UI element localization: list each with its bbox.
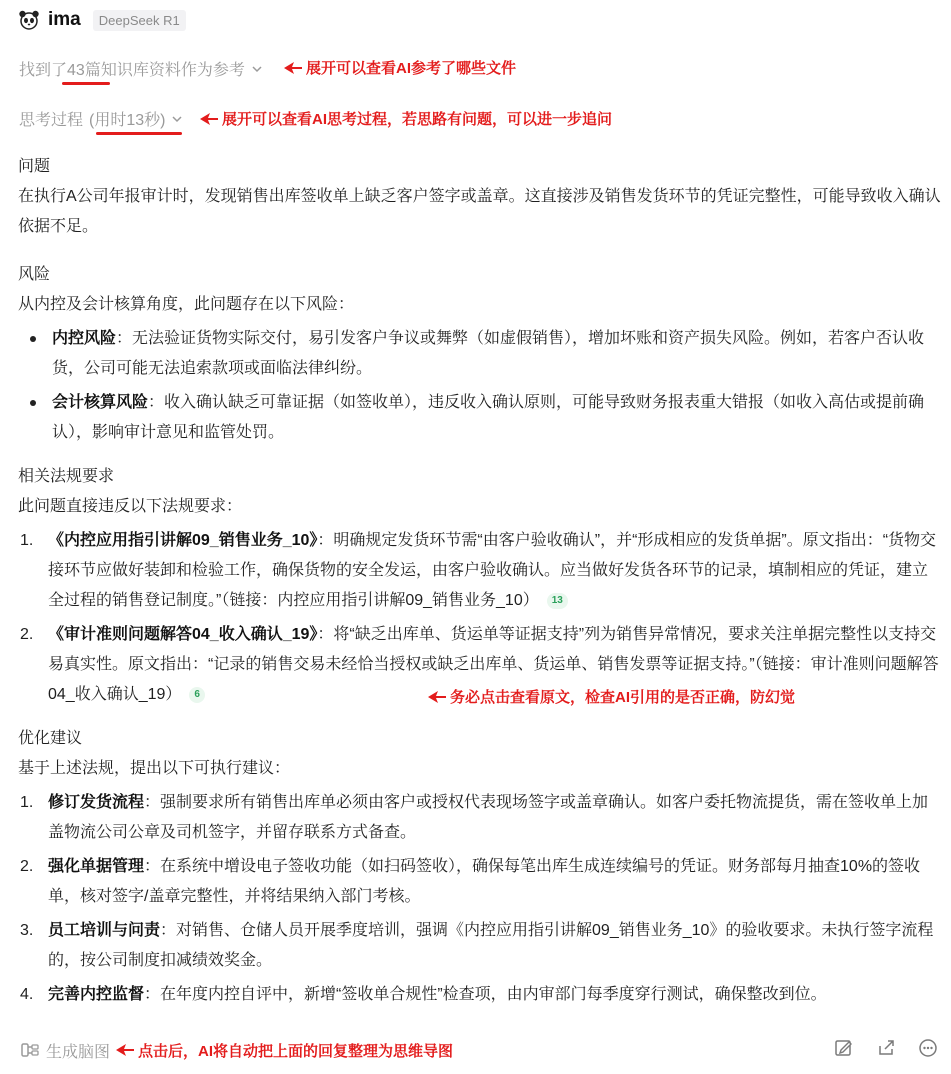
citation-annotation <box>428 686 795 707</box>
risk-item-text: ：收入确认缺乏可靠证据（如签收单），违反收入确认原则，可能导致财务报表重大错报（如收入高估或提前确认），影响审计意见和监管处罚。 <box>52 394 925 441</box>
thinking-annotation <box>200 108 612 129</box>
thinking-annotation-text: 展开可以查看AI思考过程，若思路有问题，可以进一步追问 <box>222 111 613 128</box>
advice-item-label: 完善内控监督 <box>48 986 145 1003</box>
law-item-text: ：明确规定发货环节需“由客户验收确认”，并“形成相应的发货单据”。原文指出：“货物交接环节应做好装卸和检验工作，确保货物的安全发运，由客户验收确认。应当做好发货各环节的记录，填制相应的凭证，建立全过程的销售登记制度。”（链接：内控应用指引讲解09_销售业务_10） <box>48 532 937 609</box>
citation-annotation-text: 务必点击查看原文，检查AI引用的是否正确，防幻觉 <box>450 689 796 706</box>
red-arrow-left-icon <box>116 1043 134 1057</box>
edit-icon[interactable] <box>834 1038 854 1058</box>
refs-count: 43篇 <box>67 62 101 79</box>
list-item <box>18 788 943 848</box>
citation-badge[interactable]: 6 <box>189 687 205 703</box>
refs-suffix: 知识库资料作为参考 <box>100 62 245 79</box>
advice-item-text: ：在系统中增设电子签收功能（如扫码签收），确保每笔出库生成连续编号的凭证。财务部每月抽查10%的签收单，核对签字/盖章完整性，并将结果纳入部门考核。 <box>48 858 921 905</box>
advice-item-label: 强化单据管理 <box>48 858 145 875</box>
law-item-text: ：将“缺乏出库单、货运单等证据支持”列为销售异常情况，要求关注单据完整性以支持交易真实性。原文指出：“记录的销售交易未经恰当授权或缺乏出库单、货运单、销售发票等证据支持。”（链接：审计准则问题解答04_收入确认_19） <box>48 626 939 703</box>
red-arrow-left-icon <box>428 690 446 704</box>
item-number: 4. <box>20 986 34 1003</box>
generate-mindmap-button[interactable] <box>20 1039 110 1062</box>
law-item-label: 《审计准则问题解答04_收入确认_19》 <box>48 626 318 643</box>
refs-annotation <box>284 57 516 78</box>
refs-underline <box>62 82 110 85</box>
refs-annotation-text: 展开可以查看AI参考了哪些文件 <box>306 60 517 77</box>
chevron-down-icon <box>171 113 183 125</box>
refs-prefix: 找到了 <box>19 62 68 79</box>
item-number: 2. <box>20 626 34 643</box>
problem-text: 在执行A公司年报审计时，发现销售出库签收单上缺乏客户签字或盖章。这直接涉及销售发货环节的凭证完整性，可能导致收入确认依据不足。 <box>18 188 941 235</box>
risk-item-label: 会计核算风险 <box>52 394 149 411</box>
risk-item-text: ：无法验证货物实际交付，易引发客户争议或舞弊（如虚假销售），增加坏账和资产损失风险。例如，若客户否认收货，公司可能无法追索款项或面临法律纠纷。 <box>52 330 925 377</box>
list-item <box>18 980 943 1010</box>
mindmap-icon <box>20 1041 40 1059</box>
thinking-time: (用时13秒) <box>89 112 166 129</box>
item-number: 3. <box>20 922 34 939</box>
laws-title: 相关法规要求 <box>18 468 115 485</box>
item-number: 2. <box>20 858 34 875</box>
chevron-down-icon <box>251 63 263 75</box>
item-number: 1. <box>20 794 34 811</box>
list-item <box>18 388 943 448</box>
risk-list <box>18 324 943 448</box>
laws-list <box>18 526 943 710</box>
advice-list <box>18 788 943 1010</box>
share-icon[interactable] <box>876 1038 896 1058</box>
law-item-label: 《内控应用指引讲解09_销售业务_10》 <box>48 532 318 549</box>
risk-title: 风险 <box>18 266 51 283</box>
mindmap-annotation <box>116 1040 453 1061</box>
list-item <box>18 526 943 616</box>
brand-name: ima <box>48 9 81 30</box>
red-arrow-left-icon <box>200 112 218 126</box>
thinking-label: 思考过程 <box>19 112 84 129</box>
answer-footer <box>20 1036 938 1064</box>
red-arrow-left-icon <box>284 61 302 75</box>
thinking-toggle[interactable] <box>19 107 183 130</box>
references-toggle[interactable] <box>19 57 263 80</box>
footer-toolbar <box>834 1038 938 1058</box>
app-header <box>18 8 186 32</box>
advice-item-label: 修订发货流程 <box>48 794 145 811</box>
citation-badge[interactable]: 13 <box>547 593 568 609</box>
advice-title: 优化建议 <box>18 730 83 747</box>
mindmap-label: 生成脑图 <box>46 1043 111 1061</box>
mindmap-annotation-text: 点击后，AI将自动把上面的回复整理为思维导图 <box>138 1042 454 1060</box>
advice-item-label: 员工培训与问责 <box>48 922 161 939</box>
panda-logo-icon <box>18 9 40 31</box>
thinking-underline <box>96 132 182 135</box>
problem-title: 问题 <box>18 158 51 175</box>
list-item <box>18 916 943 976</box>
laws-intro: 此问题直接违反以下法规要求： <box>18 498 243 515</box>
advice-item-text: ：强制要求所有销售出库单必须由客户或授权代表现场签字或盖章确认。如客户委托物流提货，需在签收单上加盖物流公司公章及司机签字，并留存联系方式备查。 <box>48 794 929 841</box>
advice-intro: 基于上述法规，提出以下可执行建议： <box>18 760 291 777</box>
model-badge: DeepSeek R1 <box>93 10 186 31</box>
item-number: 1. <box>20 532 34 549</box>
more-icon[interactable] <box>918 1038 938 1058</box>
answer-content <box>18 152 943 1014</box>
list-item <box>18 324 943 384</box>
advice-item-text: ：对销售、仓储人员开展季度培训，强调《内控应用指引讲解09_销售业务_10》的验收要求。未执行签字流程的，按公司制度扣减绩效奖金。 <box>48 922 934 969</box>
risk-item-label: 内控风险 <box>52 330 117 347</box>
risk-intro: 从内控及会计核算角度，此问题存在以下风险： <box>18 296 355 313</box>
list-item <box>18 852 943 912</box>
advice-item-text: ：在年度内控自评中，新增“签收单合规性”检查项，由内审部门每季度穿行测试，确保整改到位。 <box>144 986 827 1003</box>
